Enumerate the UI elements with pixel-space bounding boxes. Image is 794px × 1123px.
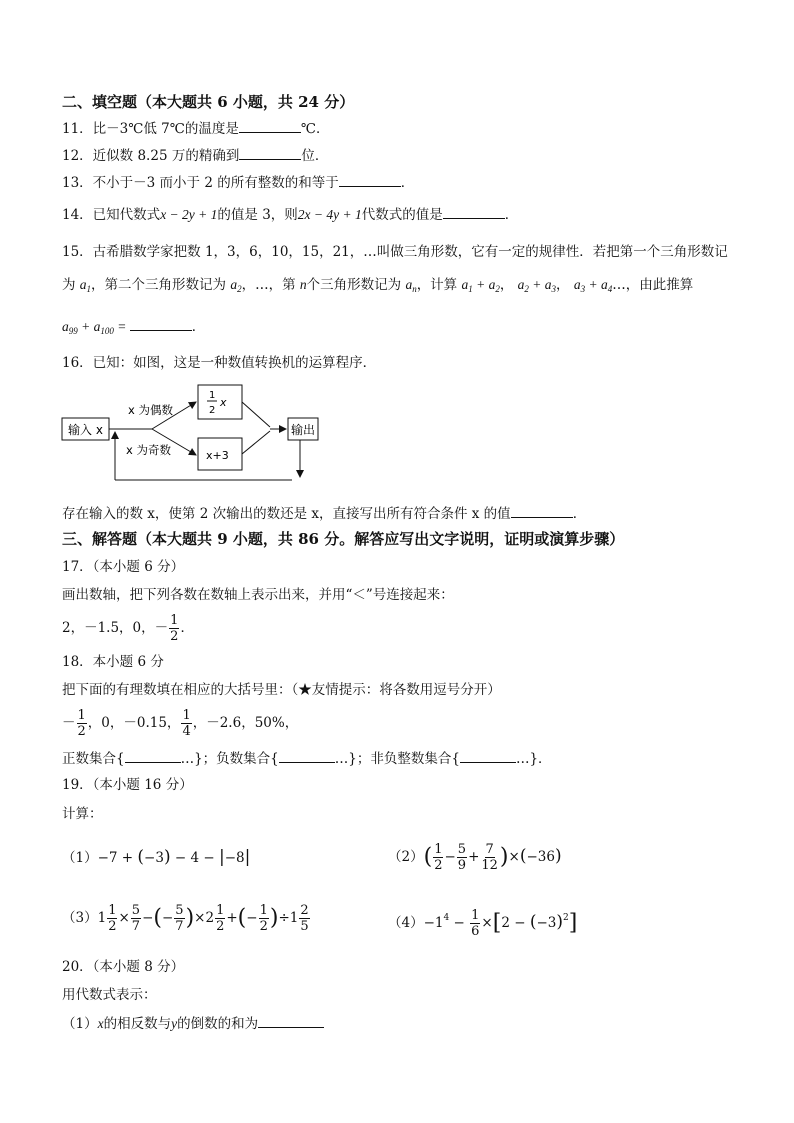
question-17-numbers xyxy=(62,612,194,644)
q20-p1-text: 的倒数的和为 xyxy=(177,1016,259,1032)
answer-blank[interactable] xyxy=(239,118,301,133)
q15-text: ，计算 xyxy=(416,277,458,293)
question-15-line-1: 15．古希腊数学家把数 1，3，6，10，15，21，…叫做三角形数，它有一定的规律性．若把第一个三角形数记 xyxy=(62,244,728,260)
question-16-line-2 xyxy=(62,503,586,524)
question-17-title: 17．（本小题 6 分） xyxy=(62,559,185,575)
q19-part-1: （1）−7 + (−3) − 4 − |−8| xyxy=(62,847,251,867)
q17-end: ． xyxy=(180,620,194,636)
answer-blank[interactable] xyxy=(258,1013,324,1028)
fraction: $\frac{1}{2}$ xyxy=(77,708,86,739)
sum-a2-a3: $a_2 + a_3$ xyxy=(517,277,557,294)
question-14 xyxy=(62,204,518,225)
question-11 xyxy=(62,118,329,139)
q11-unit: ℃． xyxy=(300,121,330,137)
q13-end: ． xyxy=(400,175,415,191)
question-15-line-2 xyxy=(62,275,693,299)
question-13 xyxy=(62,172,414,193)
q16-text: 存在输入的数 x，使第 2 次输出的数还是 x，直接写出所有符合条件 x 的值 xyxy=(62,506,511,522)
answer-blank[interactable] xyxy=(443,204,505,219)
question-20-instruction: 用代数式表示： xyxy=(62,987,157,1003)
output-label: 输出 xyxy=(291,423,316,437)
negative-set-label: …}；负数集合{ xyxy=(180,751,279,767)
q15-text: …，由此推算 xyxy=(612,277,694,293)
q15-text: ，第二个三角形数记为 xyxy=(91,277,227,293)
q12-text: 12．近似数 8.25 万的精确到 xyxy=(62,148,240,164)
a2: $a_2$ xyxy=(230,277,242,294)
sum-a1-a2: $a_1 + a_2$ xyxy=(461,277,500,294)
question-19-title: 19．（本小题 16 分） xyxy=(62,777,193,793)
question-18-numbers: － $\frac{1}{2}$ ，0，－0.15， $\frac{1}{4}$ ，－2.6，50%， xyxy=(62,708,299,739)
question-18-instruction: 把下面的有理数填在相应的大括号里：（★友情提示：将各数用逗号分开） xyxy=(62,682,501,698)
question-20-title: 20．（本小题 8 分） xyxy=(62,959,185,975)
a99-plus-a100: $a_{99} + a_{100}$ = xyxy=(62,319,130,336)
fraction: $\frac{1}{4}$ xyxy=(182,708,191,739)
q19-part-3: （3）1 $\frac{1}{2}$ × $\frac{5}{7}$ −(− $\frac{5}{7}$ )×2 $\frac{1}{2}$ +(− $\frac{1}{2}$ )÷1 $\frac{2}{5}$ xyxy=(62,903,309,934)
positive-set-blank[interactable] xyxy=(125,748,181,763)
q14-text-b: 的值是 3，则 xyxy=(217,207,298,223)
q15-text: ，…，第 xyxy=(241,277,296,293)
q17-nums: 2，－1.5，0，－ xyxy=(62,620,169,636)
q20-p1-index: （1） xyxy=(62,1016,98,1032)
answer-blank[interactable] xyxy=(130,316,192,331)
q19-part-2: （2）( $\frac{1}{2}$ − $\frac{5}{9}$ + $\frac{7}{12}$ )×(−36) xyxy=(388,842,562,873)
q15-end: ． xyxy=(191,319,206,335)
an: $a_n$ xyxy=(405,277,417,294)
q12-end: 位． xyxy=(301,148,329,164)
q16-end: ． xyxy=(572,506,587,522)
odd-label: x 为奇数 xyxy=(126,443,171,457)
section-2-heading: 二、填空题（本大题共 6 小题，共 24 分） xyxy=(62,93,355,111)
half-numerator: 1 xyxy=(209,390,216,401)
q20-p1-text: 的相反数与 xyxy=(103,1016,172,1032)
question-12 xyxy=(62,145,328,166)
sets-end: …}． xyxy=(515,751,552,767)
a1: $a_1$ xyxy=(79,277,92,294)
q15-text: 个三角形数记为 xyxy=(306,277,402,293)
answer-blank[interactable] xyxy=(339,172,401,187)
answer-blank[interactable] xyxy=(239,145,301,160)
q19-part-4: $(4)-1^4$ − $\frac{1}{6}$ $\times[2 - (-3)^2]$ xyxy=(388,908,578,939)
positive-set-label: 正数集合{ xyxy=(62,751,125,767)
even-label: x 为偶数 xyxy=(128,403,173,417)
sum-a3-a4: $a_3 + a_4$ xyxy=(573,277,613,294)
nonneg-int-set-label: …}；非负整数集合{ xyxy=(334,751,460,767)
q14-expr-2: 2x − 4y + 1 xyxy=(297,207,362,222)
q15-text: 为 xyxy=(62,277,76,293)
q14-expr-1: x − 2y + 1 xyxy=(160,207,218,222)
conversion-machine-diagram xyxy=(60,380,330,486)
q14-end: ． xyxy=(504,207,519,223)
fraction: $\frac{1}{2}$ xyxy=(170,613,179,644)
q18-tail: ，－2.6，50%， xyxy=(192,715,299,731)
q20-part-1: （1）x的相反数与y的倒数的和为 xyxy=(62,1013,324,1034)
half-denominator: 2 xyxy=(209,405,216,416)
answer-blank[interactable] xyxy=(511,503,573,518)
question-19-instruction: 计算： xyxy=(62,806,103,822)
input-label: 输入 x xyxy=(68,423,103,437)
half-var: x xyxy=(220,396,227,409)
n: n xyxy=(299,277,307,292)
q14-text-a: 14．已知代数式 xyxy=(62,207,161,223)
q13-text: 13．不小于－3 而小于 2 的所有整数的和等于 xyxy=(62,175,339,191)
q14-text-c: 代数式的值是 xyxy=(361,207,443,223)
question-18-title: 18．本小题 6 分 xyxy=(62,654,164,670)
question-18-sets xyxy=(62,748,552,769)
nonneg-int-set-blank[interactable] xyxy=(460,748,516,763)
q15-text: ， xyxy=(556,277,570,293)
q18-mid: ，0，－0.15， xyxy=(87,715,181,731)
question-15-line-3 xyxy=(62,316,205,341)
section-3-heading: 三、解答题（本大题共 9 小题，共 86 分。解答应写出文字说明，证明或演算步骤） xyxy=(62,530,625,548)
negative-set-blank[interactable] xyxy=(279,748,335,763)
q11-text: 11．比－3℃低 7℃的温度是 xyxy=(62,121,239,137)
question-16-line-1: 16．已知：如图，这是一种数值转换机的运算程序． xyxy=(62,355,377,371)
q15-text: ， xyxy=(499,277,514,293)
plus3-label: x+3 xyxy=(206,449,229,462)
question-17-instruction: 画出数轴，把下列各数在数轴上表示出来，并用“＜”号连接起来： xyxy=(62,587,454,603)
